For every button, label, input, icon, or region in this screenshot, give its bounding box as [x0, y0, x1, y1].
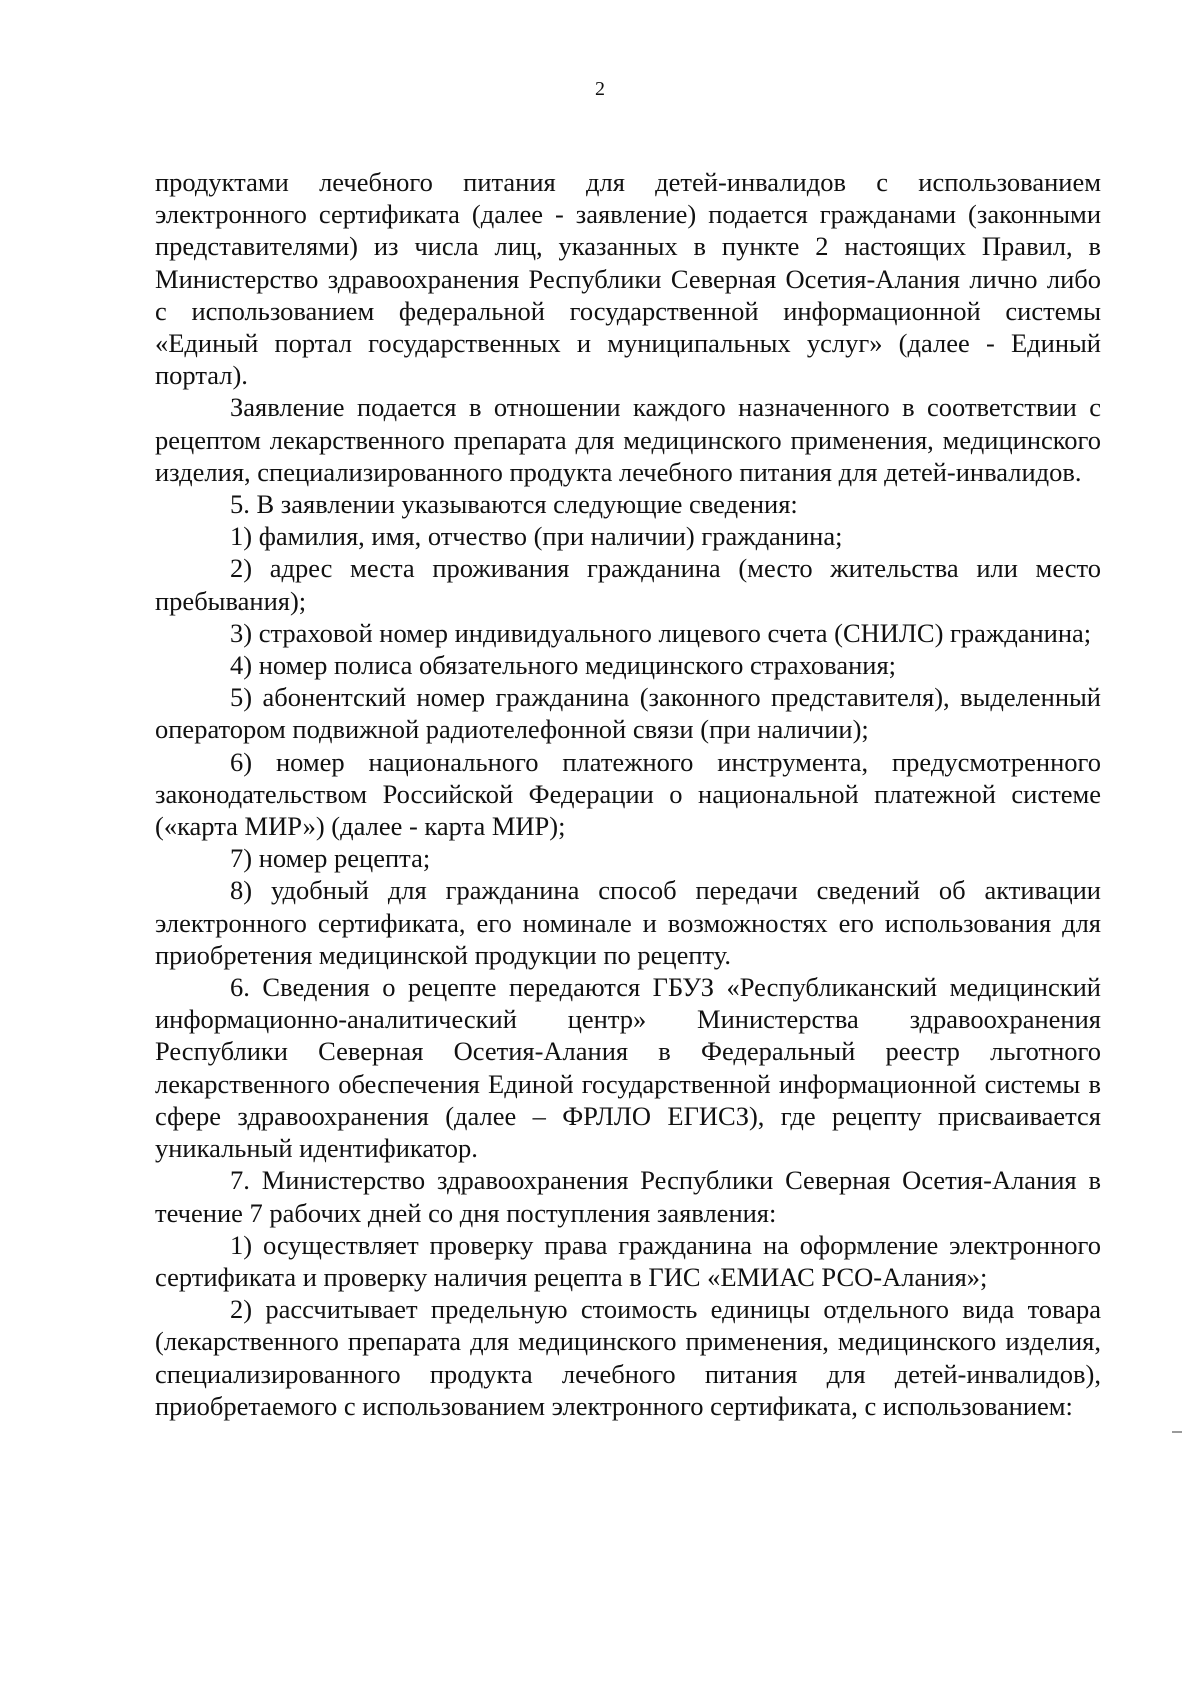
- list-item-5-2: 2) адрес места проживания гражданина (место жительства или место пребывания);: [155, 553, 1101, 616]
- list-item-5-3: 3) страховой номер индивидуального лицевого счета (СНИЛС) гражданина;: [230, 617, 1092, 648]
- paragraph-application-scope: Заявление подается в отношении каждого назначенного в соответствии с рецептом лекарственного препарата для медицинского применения, медицинского изделия, специализированного продукта лечебного питания для детей-инвалидов.: [155, 392, 1101, 487]
- paragraph-clause-7: 7. Министерство здравоохранения Республики Северная Осетия-Алания в течение 7 рабочих дней со дня поступления заявления:: [155, 1165, 1101, 1228]
- list-item-5-4: 4) номер полиса обязательного медицинского страхования;: [230, 650, 896, 681]
- list-item-7-2: 2) рассчитывает предельную стоимость единицы отдельного вида товара (лекарственного препарата для медицинского применения, медицинского изделия, специализированного продукта лечебного питания для детей-инвалидов), приобретаемого с использованием электронного сертификата, с использованием:: [155, 1294, 1101, 1421]
- paragraph-clause-6: 6. Сведения о рецепте передаются ГБУЗ «Республиканский медицинский информационно-аналитический центр» Министерства здравоохранения Республики Северная Осетия-Алания в Федеральный реестр льготного лекарственного обеспечения Единой государственной информационной системы в сфере здравоохранения (далее – ФРЛЛО ЕГИСЗ), где рецепту присваивается уникальный идентификатор.: [155, 972, 1101, 1164]
- list-item-5-8: 8) удобный для гражданина способ передачи сведений об активации электронного сертификата, его номинале и возможностях его использования для приобретения медицинской продукции по рецепту.: [155, 875, 1101, 970]
- list-item-5-7: 7) номер рецепта;: [230, 843, 431, 874]
- paragraph-clause-5: 5. В заявлении указываются следующие сведения:: [230, 489, 798, 520]
- paragraph-continuation: продуктами лечебного питания для детей-инвалидов с использованием электронного сертификата (далее - заявление) подается гражданами (законными представителями) из числа лиц, указанных в пункте 2 настоящих Правил, в Министерство здравоохранения Республики Северная Осетия-Алания лично либо с использованием федеральной государственной информационной системы «Единый портал государственных и муниципальных услуг» (далее - Единый портал).: [155, 167, 1101, 391]
- list-item-7-1: 1) осуществляет проверку права гражданина на оформление электронного сертификата и проверку наличия рецепта в ГИС «ЕМИАС РСО-Алания»;: [155, 1229, 1101, 1292]
- list-item-5-6: 6) номер национального платежного инструмента, предусмотренного законодательством Российской Федерации о национальной платежной системе («карта МИР») (далее - карта МИР);: [155, 746, 1101, 842]
- scan-artifact-mark: [1172, 1431, 1182, 1433]
- document-body: [155, 166, 1101, 1422]
- page-number: 2: [595, 78, 605, 100]
- list-item-5-5: 5) абонентский номер гражданина (законного представителя), выделенный оператором подвижной радиотелефонной связи (при наличии);: [155, 682, 1101, 745]
- list-item-5-1: 1) фамилия, имя, отчество (при наличии) гражданина;: [230, 521, 843, 552]
